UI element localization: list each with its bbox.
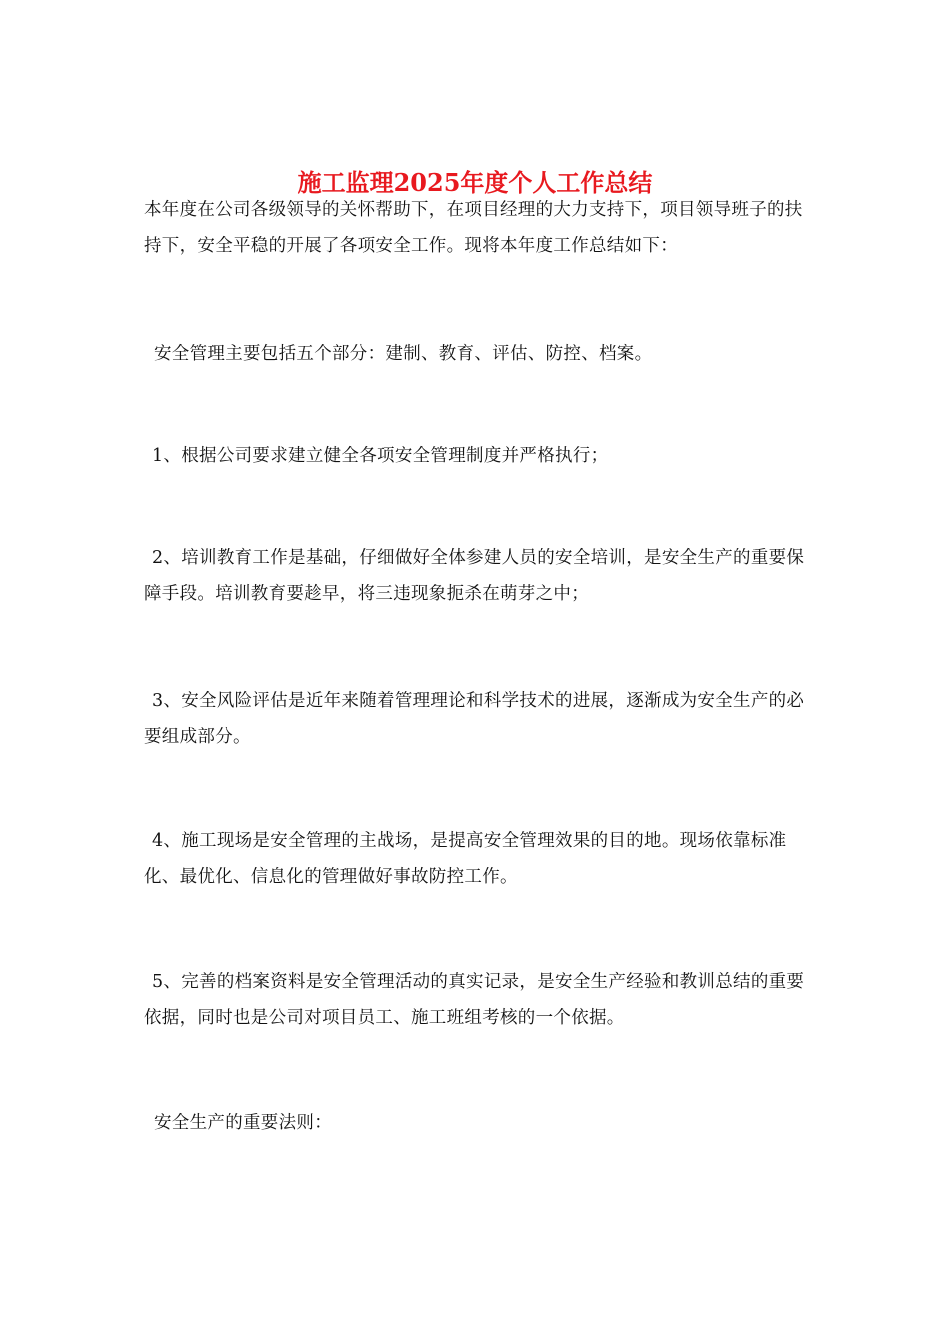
list-item-1: 1、根据公司要求建立健全各项安全管理制度并严格执行； bbox=[152, 446, 609, 466]
list-item-4: 4、施工现场是安全管理的主战场，是提高安全管理效果的目的地。现场依靠标准化、最优化、信息化的管理做好事故防控工作。 bbox=[144, 831, 787, 887]
document-title: 施工监理2025年度个人工作总结 bbox=[297, 168, 653, 198]
list-item-2: 2、培训教育工作是基础，仔细做好全体参建人员的安全培训，是安全生产的重要保障手段。培训教育要趁早，将三违现象扼杀在萌芽之中； bbox=[144, 548, 805, 604]
intro-paragraph: 本年度在公司各级领导的关怀帮助下，在项目经理的大力支持下，项目领导班子的扶持下，安全平稳的开展了各项安全工作。现将本年度工作总结如下： bbox=[144, 200, 803, 256]
list-item-3: 3、安全风险评估是近年来随着管理理论和科学技术的进展，逐渐成为安全生产的必要组成部分。 bbox=[144, 691, 805, 747]
list-item-5: 5、完善的档案资料是安全管理活动的真实记录，是安全生产经验和教训总结的重要依据，同时也是公司对项目员工、施工班组考核的一个依据。 bbox=[144, 972, 805, 1028]
law-heading: 安全生产的重要法则： bbox=[154, 1113, 332, 1133]
summary-paragraph: 安全管理主要包括五个部分：建制、教育、评估、防控、档案。 bbox=[154, 344, 653, 364]
